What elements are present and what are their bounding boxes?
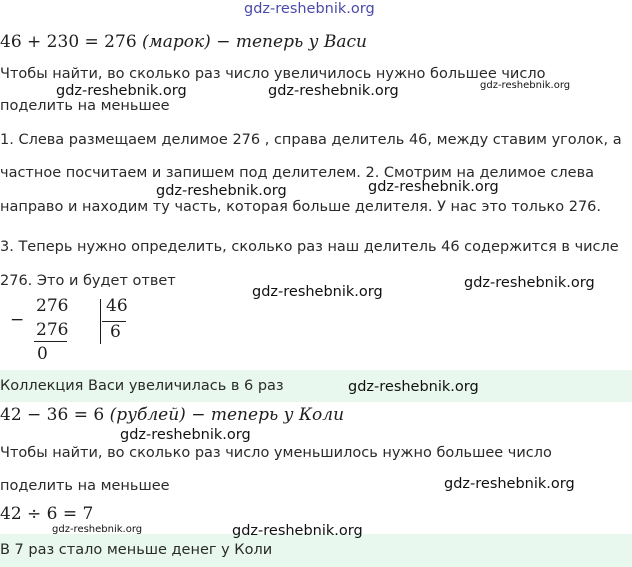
division-bar-vertical	[100, 299, 101, 344]
subtraction-line	[34, 341, 67, 342]
explanation-line: 1. Слева размещаем делимое 276 , справа делитель 46, между ставим уголок, а	[0, 132, 622, 148]
watermark-text: gdz-reshebnik.org	[156, 183, 287, 199]
watermark-text: gdz-reshebnik.org	[252, 284, 383, 300]
watermark-text: gdz-reshebnik.org	[232, 523, 363, 539]
explanation-line: Чтобы найти, во сколько раз число уменьшилось нужно большее число	[0, 445, 552, 461]
watermark-text: gdz-reshebnik.org	[444, 476, 575, 492]
answer-text: Коллекция Васи увеличилась в 6 раз	[0, 378, 284, 394]
watermark-text: gdz-reshebnik.org	[368, 179, 499, 195]
equation: 42 ÷ 6 = 7	[0, 504, 94, 524]
explanation-line: поделить на меньшее	[0, 98, 170, 114]
answer-text: В 7 раз стало меньше денег у Коли	[0, 542, 273, 558]
equation-line	[0, 32, 367, 52]
equation-tail: теперь у Васи	[235, 32, 367, 52]
explanation-line: Чтобы найти, во сколько раз число увеличилось нужно большее число	[0, 66, 546, 82]
minus-sign: −	[10, 310, 25, 330]
explanation-line: направо и находим ту часть, которая больше делителя. У нас это только 276.	[0, 199, 602, 215]
equation-tail: теперь у Коли	[210, 405, 345, 425]
equation-note: (рублей) −	[109, 405, 206, 425]
watermark-text: gdz-reshebnik.org	[120, 427, 251, 443]
divisor: 46	[106, 296, 128, 316]
equation: 46 + 230 = 276	[0, 32, 137, 52]
explanation-line: 276. Это и будет ответ	[0, 273, 176, 289]
subtrahend: 276	[36, 320, 69, 340]
equation-note: (марок) −	[142, 32, 231, 52]
watermark-text: gdz-reshebnik.org	[464, 275, 595, 291]
explanation-line: поделить на меньшее	[0, 478, 170, 494]
remainder: 0	[37, 344, 48, 364]
watermark-text: gdz-reshebnik.org	[56, 83, 187, 99]
equation: 42 − 36 = 6	[0, 405, 105, 425]
watermark-text: gdz-reshebnik.org	[244, 1, 375, 17]
watermark-text: gdz-reshebnik.org	[348, 379, 479, 395]
dividend: 276	[36, 296, 69, 316]
explanation-line: частное посчитаем и запишем под делителем. 2. Смотрим на делимое слева	[0, 165, 595, 181]
equation-line	[0, 405, 344, 425]
watermark-text: gdz-reshebnik.org	[480, 80, 571, 91]
quotient: 6	[110, 322, 121, 342]
explanation-line: 3. Теперь нужно определить, сколько раз наш делитель 46 содержится в числе	[0, 239, 619, 255]
watermark-text: gdz-reshebnik.org	[52, 524, 143, 535]
watermark-text: gdz-reshebnik.org	[268, 83, 399, 99]
